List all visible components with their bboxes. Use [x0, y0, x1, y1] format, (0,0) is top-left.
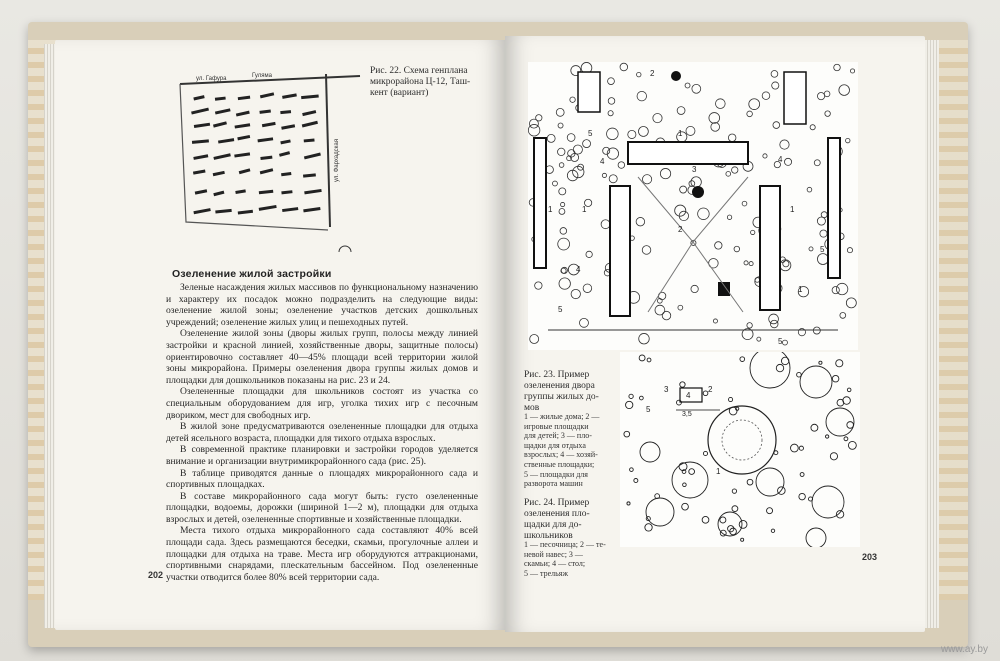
legend-line: ственные площадки; [524, 459, 595, 469]
figure-24-legend [524, 540, 624, 578]
figure-23-caption-line: Рис. 23. Пример [524, 370, 590, 380]
plan-number: 1 [548, 205, 553, 214]
plan-number: 5 [820, 245, 825, 254]
plan-number: 2 [650, 69, 655, 78]
plan-number: 1 [790, 205, 795, 214]
legend-line: разворота машин [524, 479, 583, 489]
paragraph: В таблице приводятся данные о площадях микрорайонного сада и спортивных площадках. [166, 467, 478, 491]
legend-line: 5 — трельяж [524, 568, 568, 578]
paragraph: В современной практике планировки и застройки городов уделяется внимание и организации внутримикрорайонного сада (рис. 25). [166, 444, 478, 467]
plan-number: 3 [664, 385, 669, 394]
plan-number: 4 [686, 391, 691, 400]
legend-line: для детей; 3 — пло- [524, 431, 592, 441]
figure-22-caption-line: микрорайона Ц-12, Таш- [370, 77, 471, 87]
figure-23-courtyard-plan [528, 62, 858, 350]
section-heading: Озеленение жилой застройки [172, 268, 332, 280]
figure-24-caption-line: Рис. 24. Пример [524, 498, 590, 508]
paragraph: В жилой зоне предусматриваются озелененные площадки для отдыха детей ясельного возраста, площадки для тихого отдыха взрослых. [166, 421, 478, 444]
plan-number: 5 [558, 305, 563, 314]
plan-number: 4 [778, 155, 783, 164]
figure-22-site-plan [160, 62, 390, 252]
figure-22-caption [370, 66, 480, 99]
legend-line: скамьи; 4 — стол; [524, 559, 586, 569]
figure-23-legend [524, 412, 624, 489]
plan-number: 5 [646, 405, 651, 414]
legend-line: невой навес; 3 — [524, 549, 583, 559]
paragraph: Озелененные площадки для школьников состоят из участка со специальным оборудованием для игр, уголка тихих игр с песочным двориком, мест для свободных игр. [166, 386, 478, 421]
dimension-label: 3,5 [682, 411, 692, 418]
figure-23-caption-line: группы жилых до- [524, 392, 599, 402]
plan-number: 1 [716, 467, 721, 476]
figure-22-caption-line: Рис. 22. Схема генплана [370, 66, 468, 76]
plan-number: 3 [692, 165, 697, 174]
page-number-right: 203 [862, 552, 878, 562]
figure-24-playground-plan [620, 352, 860, 547]
street-label-farhadskaya: ул. Фархадская [334, 139, 340, 182]
plan-number: 1 [678, 129, 683, 138]
paragraph: Зеленые насаждения жилых массивов по функциональному назначению и характеру их посадок можно подразделить на следующие виды: озеленение жилой зоны; озеленение участков детских дошкольных учреждений; озеленение жилых улиц и пешеходных путей. [166, 282, 478, 328]
figure-23-caption-line: мов [524, 403, 540, 413]
legend-line: взрослых; 4 — хозяй- [524, 450, 598, 460]
figure-24-caption [524, 498, 624, 542]
figure-23-caption-line: озеленения двора [524, 381, 595, 391]
plan-number: 4 [576, 265, 581, 274]
paragraph: Места тихого отдыха микрорайонного сада составляют 40% всей площади сада. Здесь размещаются беседки, скамьи, прогулочные аллеи и площадки для отдыха на траве. Места игр оборудуются аттракционами, спортивными снарядами, плескательным бассейном. Под озелененные участки отводится более 80% всей территории сада. [166, 525, 478, 583]
legend-line: 1 — жилые дома; 2 — [524, 412, 600, 421]
street-label-gafura: ул. Гафура [196, 76, 227, 82]
plan-number: 5 [778, 337, 783, 346]
figure-22-caption-line: кент (вариант) [370, 88, 429, 98]
watermark: www.ay.by [940, 644, 988, 655]
plan-number: 2 [678, 225, 683, 234]
figure-24-caption-line: школьников [524, 531, 573, 541]
figure-23-caption [524, 370, 624, 414]
legend-line: 5 — площадки для [524, 469, 588, 479]
page-number-left: 202 [148, 570, 164, 580]
legend-line: 1 — песочница; 2 — те- [524, 540, 606, 549]
plan-number: 1 [582, 205, 587, 214]
figure-24-caption-line: щадки для до- [524, 520, 582, 530]
paragraph: Озеленение жилой зоны (дворы жилых групп, полосы между линией застройки и красной линией, хозяйственные дворы, защитные полосы) ориентировочно составляет 40—45% площади всей территории жилой зоны микрорайона. Примеры озеленения двора группы жилых домов и площадки для дошкольников показаны на рис. 23 и 24. [166, 328, 478, 386]
plan-number: 1 [798, 285, 803, 294]
page-edges-right [925, 40, 939, 628]
plan-number: 5 [588, 129, 593, 138]
legend-line: щадки для отдыха [524, 440, 586, 450]
legend-line: игровые площадки [524, 421, 589, 431]
plan-number: 4 [600, 157, 605, 166]
body-text [166, 282, 478, 583]
figure-24-caption-line: озеленения пло- [524, 509, 590, 519]
paragraph: В составе микрорайонного сада могут быть: густо озелененные площадки, водоемы, дорожки (шириной 1—2 м), площадки для отдыха взрослых и детей, озелененные спортивные и хозяйственные площадки. [166, 490, 478, 525]
plan-number: 2 [708, 385, 713, 394]
street-label-gulyama: Гуляма [252, 73, 272, 79]
